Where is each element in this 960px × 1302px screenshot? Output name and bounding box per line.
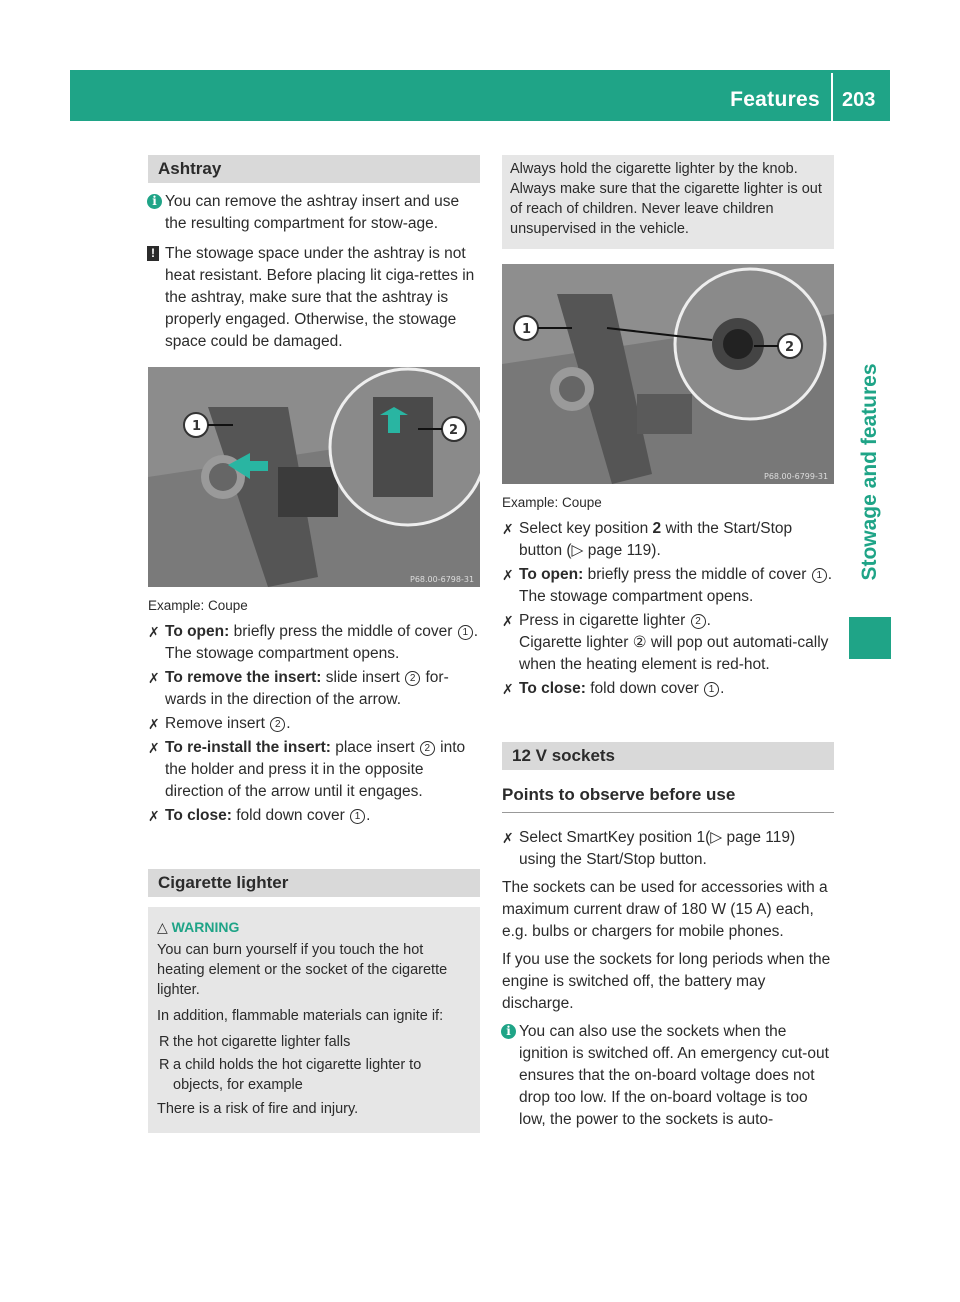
callout-number: 2 — [691, 614, 706, 629]
callout-number: 2 — [405, 671, 420, 686]
callout-number: 1 — [812, 568, 827, 583]
instruction-step: ✗ To open: briefly press the middle of cover 1 . The stowage compartment opens. — [502, 566, 833, 605]
svg-text:2: 2 — [449, 423, 459, 438]
side-tab-label: Stowage and features — [858, 363, 881, 581]
figure-code: P68.00-6798-31 — [410, 575, 475, 584]
warning-title — [157, 917, 471, 937]
side-tab-marker — [849, 617, 891, 659]
sockets-step: ✗ Select SmartKey position 1(▷ page 119) using the Start/Stop button. — [502, 829, 796, 868]
svg-text:1: 1 — [522, 322, 532, 337]
callout-number: 1 — [350, 809, 365, 824]
step-arrow-icon: ✗ — [148, 670, 160, 686]
step-arrow-icon: ✗ — [502, 681, 514, 697]
instruction-step: ✗ To close: fold down cover 1 . — [148, 805, 480, 827]
side-tab — [849, 338, 891, 606]
callout-number: 1 — [458, 625, 473, 640]
instruction-step: ✗ To re-install the insert: place insert 2 into the holder and press it in the opposite direction of the arrow until it engages. — [148, 739, 466, 800]
sockets-heading: 12 V sockets — [502, 742, 834, 770]
header-separator — [831, 73, 833, 121]
warning-text: You can burn yourself if you touch the hot heating element or the socket of the cigarette lighter. — [157, 942, 448, 998]
page-number: 203 — [842, 89, 876, 111]
svg-text:1: 1 — [192, 419, 202, 434]
caution-icon: ! — [147, 246, 159, 261]
header-title: Features — [730, 88, 820, 111]
ashtray-heading: Ashtray — [148, 155, 480, 183]
step-arrow-icon: ✗ — [148, 624, 160, 640]
figure-code: P68.00-6799-31 — [764, 472, 829, 481]
lighter-heading: Cigarette lighter — [148, 869, 480, 897]
ashtray-photo-illustration — [148, 367, 480, 587]
instruction-step: ✗ Press in cigarette lighter 2 . Cigarette lighter ② will pop out automati-cally when the heating element is red-hot. — [502, 612, 829, 673]
ashtray-info-note — [148, 191, 480, 235]
step-arrow-icon: ✗ — [148, 716, 160, 732]
callout-number: 2 — [270, 717, 285, 732]
info-icon: i — [147, 194, 162, 209]
sockets-para2: If you use the sockets for long periods when the engine is switched off, the battery may discharge. — [502, 951, 831, 1012]
warning-intro: In addition, flammable materials can ignite if: — [157, 1008, 444, 1024]
caution-note-text: The stowage space under the ashtray is not heat resistant. Before placing lit ciga-rettes in the ashtray, make sure that the ashtray is properly engaged. Otherwise, the stowage space could be damaged. — [165, 245, 475, 350]
lighter-photo-illustration — [502, 264, 834, 484]
lighter-photo — [502, 264, 834, 484]
info-note-text: You can also use the sockets when the ignition is switched off. An emergency cut-out ensures that the on-board voltage does not drop too low. If the on-board voltage is too low, the power to the sockets is auto- — [519, 1023, 829, 1128]
lighter-caution-box: Always hold the cigarette lighter by the knob. Always make sure that the cigarette lighter is out of reach of children. Never leave children unsupervised in the vehicle. — [502, 155, 834, 249]
warning-bullet: R the hot cigarette lighter falls — [159, 1034, 351, 1050]
svg-text:2: 2 — [785, 340, 795, 355]
lighter-warning-box — [148, 907, 480, 1133]
instruction-step: ✗ To close: fold down cover 1 . — [502, 678, 834, 700]
warning-outro: There is a risk of fire and injury. — [157, 1101, 359, 1117]
callout-number: 1 — [704, 682, 719, 697]
lighter-caption: Example: Coupe — [502, 495, 602, 510]
left-column — [148, 155, 480, 1133]
ashtray-steps — [148, 621, 480, 827]
step-arrow-icon: ✗ — [148, 740, 160, 756]
sockets-subheading: Points to observe before use — [502, 778, 834, 813]
warning-bullet: R a child holds the hot cigarette lighter to objects, for example — [159, 1057, 422, 1093]
warning-title-text: WARNING — [171, 919, 240, 935]
instruction-step: ✗ To remove the insert: slide insert 2 for-wards in the direction of the arrow. — [148, 669, 449, 708]
warning-icon: △ — [157, 919, 168, 935]
sockets-info-note — [502, 1021, 834, 1131]
step-arrow-icon: ✗ — [502, 613, 514, 629]
ashtray-photo — [148, 367, 480, 587]
step-arrow-icon: ✗ — [148, 808, 160, 824]
instruction-step: ✗ To open: briefly press the middle of cover 1 . The stowage compartment opens. — [148, 623, 479, 662]
step-arrow-icon: ✗ — [502, 521, 514, 537]
info-note-text: You can remove the ashtray insert and use the resulting compartment for stow-age. — [165, 193, 460, 232]
right-column — [502, 155, 834, 1139]
info-icon: i — [501, 1024, 516, 1039]
instruction-step: ✗ Remove insert 2 . — [148, 713, 480, 735]
sockets-para1: The sockets can be used for accessories with a maximum current draw of 180 W (15 A) each, e.g. bulbs or chargers for mobile phones. — [502, 879, 828, 940]
callout-number: 2 — [420, 741, 435, 756]
step-arrow-icon: ✗ — [502, 567, 514, 583]
ashtray-caption: Example: Coupe — [148, 598, 248, 613]
lighter-steps — [502, 518, 834, 700]
ashtray-caution-note — [148, 243, 480, 353]
instruction-step: ✗ Select key position 2 with the Start/Stop button (▷ page 119). — [502, 520, 793, 559]
